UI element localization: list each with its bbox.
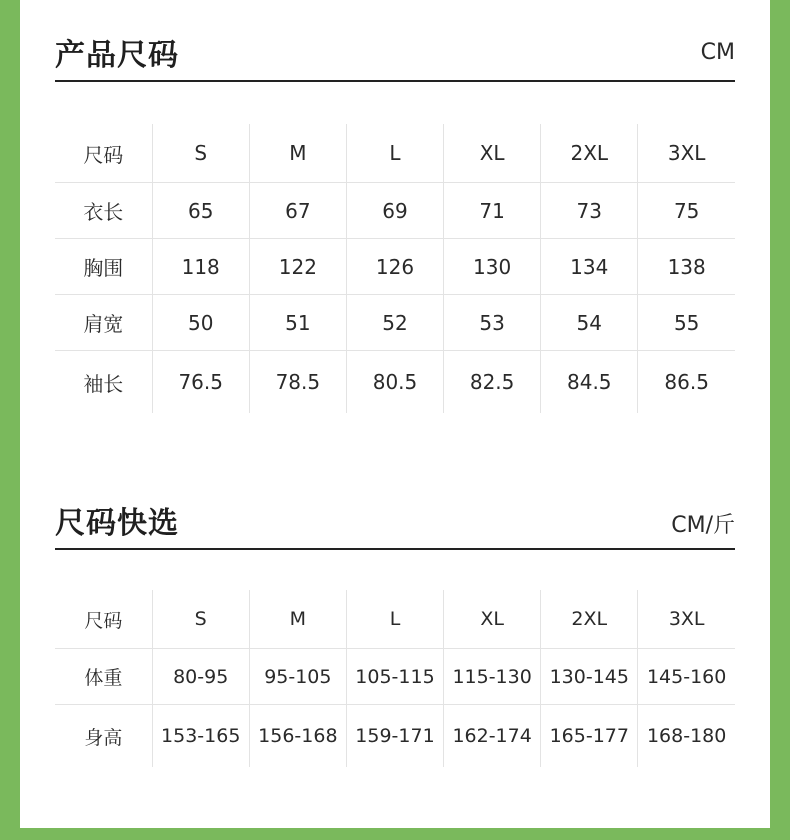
table-row: [55, 705, 735, 768]
row-header-cell: 尺码: [83, 142, 124, 167]
product-size-title: 产品尺码: [55, 38, 179, 73]
table-cell: 67: [249, 183, 346, 239]
table-cell: 76.5: [152, 351, 249, 414]
quick-size-table: [55, 590, 735, 767]
table-cell: 54: [541, 295, 638, 351]
table-cell: 69: [346, 183, 443, 239]
table-cell: 78.5: [249, 351, 346, 414]
table-cell: 3XL: [638, 124, 735, 183]
quick-size-header: [55, 496, 735, 550]
table-row: [55, 351, 735, 414]
product-size-header: [55, 28, 735, 82]
table-cell: 84.5: [541, 351, 638, 414]
table-cell: 126: [346, 239, 443, 295]
row-header-cell: 体重: [55, 649, 152, 705]
row-header-cell: 衣长: [55, 183, 152, 239]
table-cell: 82.5: [444, 351, 541, 414]
table-cell: 130: [444, 239, 541, 295]
table-cell: XL: [444, 590, 541, 649]
table-cell: 52: [346, 295, 443, 351]
table-cell: 162-174: [444, 705, 541, 768]
table-cell: S: [152, 590, 249, 649]
table-row: [55, 183, 735, 239]
table-cell: XL: [444, 124, 541, 183]
table-cell: 168-180: [638, 705, 735, 768]
table-row: [55, 590, 735, 649]
table-cell: S: [152, 124, 249, 183]
table-cell: 53: [444, 295, 541, 351]
row-header-cell: 袖长: [55, 351, 152, 414]
table-cell: 159-171: [346, 705, 443, 768]
table-row: [55, 239, 735, 295]
table-cell: 73: [541, 183, 638, 239]
row-header-cell: 肩宽: [55, 295, 152, 351]
table-cell: 55: [638, 295, 735, 351]
table-row: [55, 124, 735, 183]
product-size-unit: CM: [700, 40, 735, 65]
table-cell: 145-160: [638, 649, 735, 705]
table-cell: 105-115: [346, 649, 443, 705]
table-cell: 86.5: [638, 351, 735, 414]
table-cell: L: [346, 124, 443, 183]
row-header-cell: 尺码: [84, 609, 123, 632]
table-cell: 80.5: [346, 351, 443, 414]
table-row: [55, 649, 735, 705]
table-cell: 75: [638, 183, 735, 239]
table-cell: 153-165: [152, 705, 249, 768]
table-cell: 71: [444, 183, 541, 239]
table-cell: 118: [152, 239, 249, 295]
product-size-table: [55, 124, 735, 413]
table-cell: 134: [541, 239, 638, 295]
table-cell: 65: [152, 183, 249, 239]
table-cell: 2XL: [541, 124, 638, 183]
quick-size-unit: CM/斤: [671, 513, 735, 538]
table-cell: L: [346, 590, 443, 649]
table-cell: 156-168: [249, 705, 346, 768]
table-cell: 95-105: [249, 649, 346, 705]
table-cell: 165-177: [541, 705, 638, 768]
quick-size-section: [55, 496, 735, 749]
table-cell: M: [249, 124, 346, 183]
table-cell: 50: [152, 295, 249, 351]
table-cell: M: [249, 590, 346, 649]
product-size-section: [55, 28, 735, 396]
table-cell: 130-145: [541, 649, 638, 705]
table-cell: 115-130: [444, 649, 541, 705]
table-cell: 138: [638, 239, 735, 295]
table-cell: 80-95: [152, 649, 249, 705]
table-cell: 3XL: [638, 590, 735, 649]
table-cell: 122: [249, 239, 346, 295]
table-row: [55, 295, 735, 351]
table-cell: 2XL: [541, 590, 638, 649]
quick-size-title: 尺码快选: [55, 506, 179, 541]
row-header-cell: 身高: [55, 705, 152, 768]
table-cell: 51: [249, 295, 346, 351]
row-header-cell: 胸围: [55, 239, 152, 295]
